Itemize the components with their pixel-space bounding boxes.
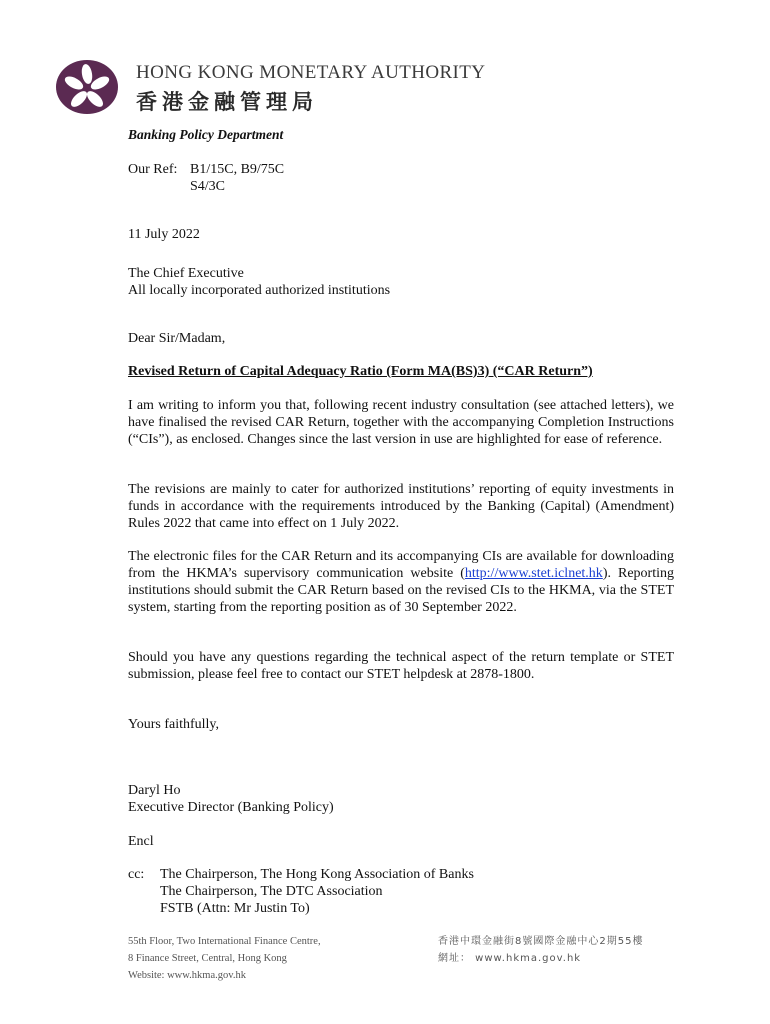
bauhinia-emblem-icon (54, 58, 120, 116)
footer-address-line-1: 55th Floor, Two International Finance Centre, (128, 936, 321, 947)
closing: Yours faithfully, (128, 717, 220, 732)
letter-date: 11 July 2022 (128, 227, 200, 242)
org-name-en: HONG KONG MONETARY AUTHORITY (136, 62, 486, 83)
salutation: Dear Sir/Madam, (128, 331, 226, 346)
cc-label: cc: (128, 867, 145, 882)
body-paragraph-4: Should you have any questions regarding the technical aspect of the return template or STET submission, please feel free to contact our STET helpdesk at 2878-1800. (128, 650, 674, 682)
signatory-name: Daryl Ho (128, 783, 181, 798)
body-paragraph-3 (128, 548, 674, 616)
body-paragraph-1: I am writing to inform you that, following recent industry consultation (see attached letters), we have finalised the revised CAR Return, together with the accompanying Completion Instructions (“CIs”), as enclosed. Changes since the last version in use are highlighted for ease of reference. (128, 398, 674, 447)
footer-website-zh: 網址： www.hkma.gov.hk (438, 953, 582, 964)
cc-line-1: The Chairperson, The Hong Kong Association of Banks (160, 867, 474, 882)
recipient-line-1: The Chief Executive (128, 266, 244, 281)
footer-website: Website: www.hkma.gov.hk (128, 970, 246, 981)
enclosure-note: Encl (128, 834, 154, 849)
subject-heading: Revised Return of Capital Adequacy Ratio (Form MA(BS)3) (“CAR Return”) (128, 364, 593, 379)
reference-label: Our Ref: (128, 162, 178, 177)
cc-line-2: The Chairperson, The DTC Association (160, 884, 383, 899)
hkma-logo (54, 58, 120, 116)
reference-line-2: S4/3C (190, 179, 226, 194)
body-paragraph-3-text-b: ). Reporting institutions should submit the CAR Return based on the revised CIs to the HKMA, via the STET system, starting from the reporting position as of 30 September 2022. (128, 566, 674, 615)
department: Banking Policy Department (128, 127, 284, 142)
org-name-zh: 香港金融管理局 (136, 90, 318, 114)
stet-website-link[interactable]: http://www.stet.iclnet.hk (464, 566, 603, 581)
footer-address-line-2: 8 Finance Street, Central, Hong Kong (128, 953, 287, 964)
cc-line-3: FSTB (Attn: Mr Justin To) (160, 901, 310, 916)
footer-address-zh: 香港中環金融街8號國際金融中心2期55樓 (438, 936, 644, 947)
signatory-title: Executive Director (Banking Policy) (128, 800, 334, 815)
recipient-line-2: All locally incorporated authorized institutions (128, 283, 391, 298)
body-paragraph-3-text-a: The electronic files for the CAR Return and its accompanying CIs are available for downloading from the HKMA’s supervisory communication website ( (128, 549, 674, 581)
body-paragraph-2: The revisions are mainly to cater for authorized institutions’ reporting of equity investments in funds in accordance with the requirements introduced by the Banking (Capital) (Amendment) Rules 2022 that came into effect on 1 July 2022. (128, 482, 674, 531)
reference-line-1: B1/15C, B9/75C (190, 162, 285, 177)
